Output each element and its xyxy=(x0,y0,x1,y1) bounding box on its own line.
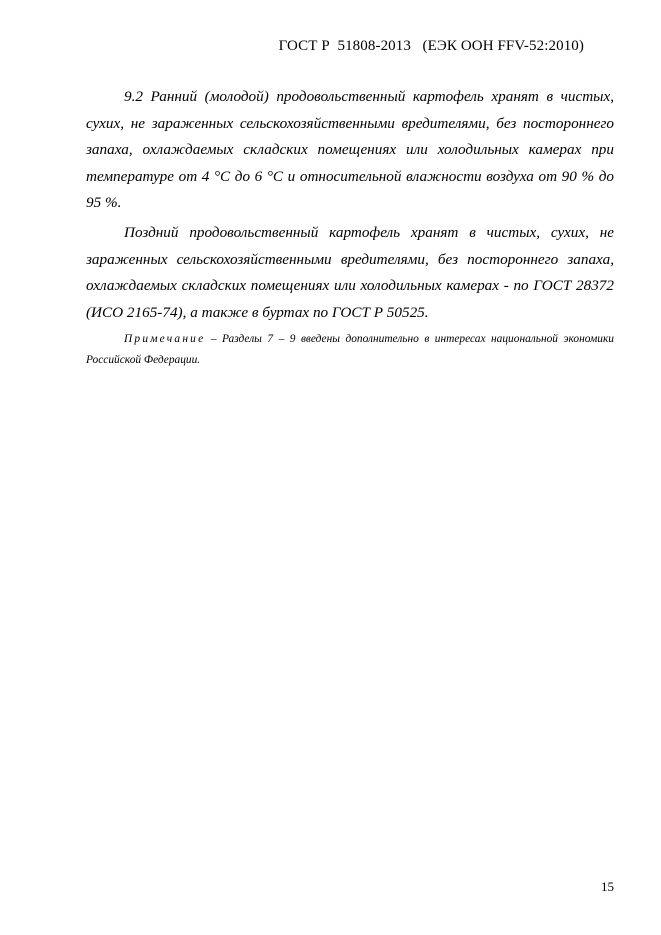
document-header: ГОСТ Р 51808-2013 (ЕЭК ООН FFV-52:2010) xyxy=(278,38,584,54)
page-number: 15 xyxy=(601,879,614,894)
note-text: – Разделы 7 – 9 введены дополнительно в интересах национальной экономики Российской Федерации. xyxy=(86,333,614,367)
paragraph-late-potato: Поздний продовольственный картофель хранят в чистых, сухих, не зараженных сельскохозяйственными вредителями, без постороннего запаха, охлаждаемых складских помещениях или холодильных камерах - по ГОСТ 28372 (ИСО 2165-74), а также в буртах по ГОСТ Р 50525. xyxy=(86,223,614,321)
paragraph-9-2: 9.2 Ранний (молодой) продовольственный картофель хранят в чистых, сухих, не зараженных сельскохозяйственными вредителями, без постороннего запаха, охлаждаемых складских помещениях или холодильных камерах при температуре от 4 °С до 6 °С и относительной влажности воздуха от 90 % до 95 %. xyxy=(86,88,614,212)
document-body xyxy=(86,84,614,371)
note xyxy=(86,329,614,371)
note-label: Примечание xyxy=(124,333,206,346)
